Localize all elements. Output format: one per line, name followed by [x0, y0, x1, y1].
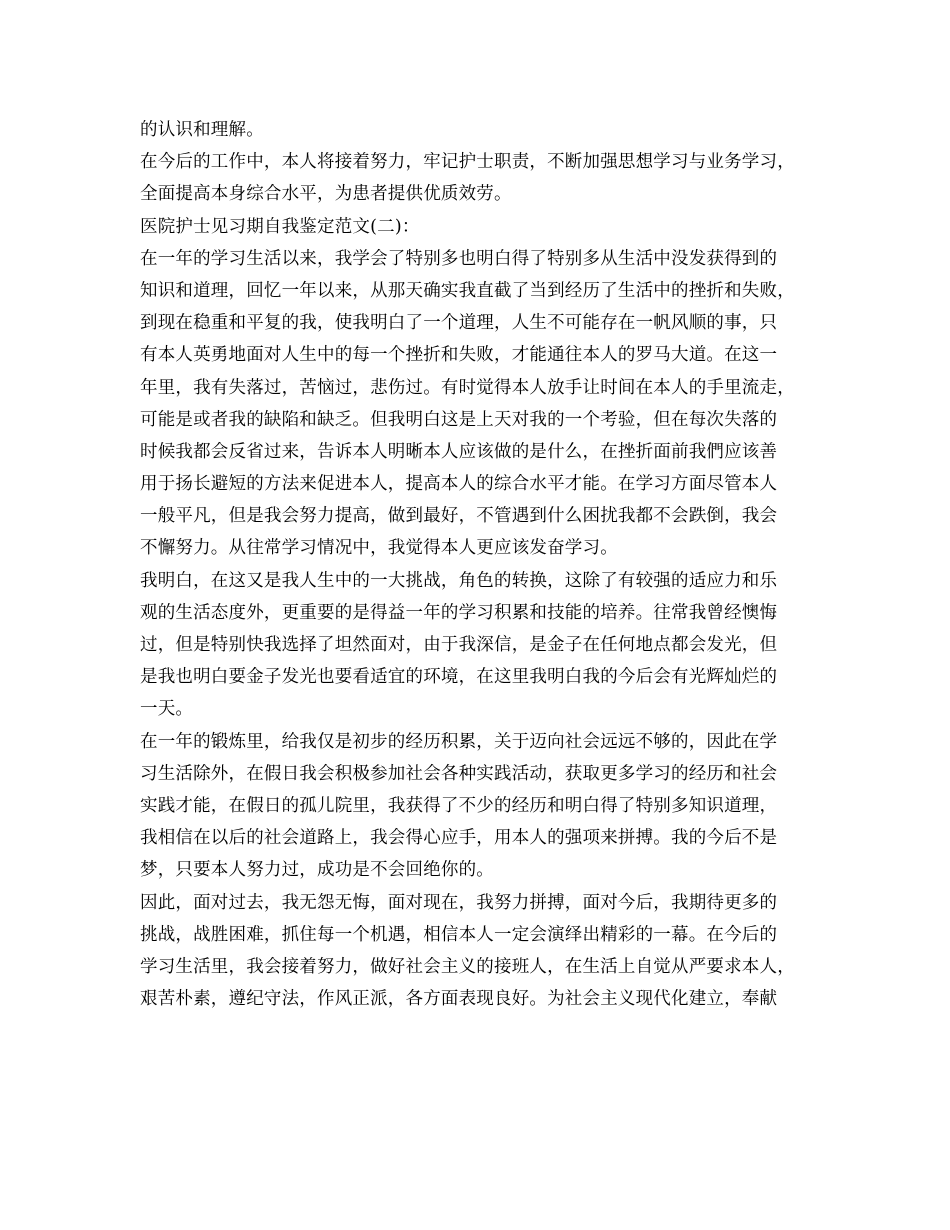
text-line: 因此，面对过去，我无怨无悔，面对现在，我努力拼搏，面对今后，我期待更多的	[140, 892, 778, 913]
text-line: 全面提高本身综合水平，为患者提供优质效劳。	[140, 184, 512, 205]
document-body	[140, 114, 820, 1015]
text-line: 一般平凡，但是我会努力提高，做到最好，不管遇到什么困扰我都不会跌倒，我会	[140, 506, 778, 527]
text-line: 实践才能，在假日的孤儿院里，我获得了不少的经历和明白得了特别多知识道理，	[140, 795, 778, 816]
text-line: 在一年的锻炼里，给我仅是初步的经历积累，关于迈向社会远远不够的，因此在学	[140, 731, 778, 752]
text-line: 在今后的工作中，本人将接着努力，牢记护士职责，不断加强思想学习与业务学习，	[140, 152, 795, 173]
text-line: 用于扬长避短的方法来促进本人，提高本人的综合水平才能。在学习方面尽管本人	[140, 474, 778, 495]
text-line: 时候我都会反省过来，告诉本人明晰本人应该做的是什么，在挫折面前我們应该善	[140, 441, 778, 462]
text-line: 有本人英勇地面对人生中的每一个挫折和失败，才能通往本人的罗马大道。在这一	[140, 345, 778, 366]
text-line: 过，但是特别快我选择了坦然面对，由于我深信，是金子在任何地点都会发光，但	[140, 635, 778, 655]
text-line: 我相信在以后的社会道路上，我会得心应手，用本人的强项来拼搏。我的今后不是	[140, 828, 778, 849]
text-line: 习生活除外，在假日我会积极参加社会各种实践活动，获取更多学习的经历和社会	[140, 763, 778, 784]
text-line: 到现在稳重和平复的我，使我明白了一个道理，人生不可能存在一帆风顺的事，只	[140, 313, 778, 334]
text-line: 梦，只要本人努力过，成功是不会回绝你的。	[140, 860, 494, 881]
text-line: 不懈努力。从往常学习情况中，我觉得本人更应该发奋学习。	[140, 538, 618, 559]
text-line: 年里，我有失落过，苦恼过，悲伤过。有时觉得本人放手让时间在本人的手里流走，	[140, 377, 795, 398]
text-line: 学习生活里，我会接着努力，做好社会主义的接班人，在生活上自觉从严要求本人，	[140, 956, 795, 977]
text-line: 的认识和理解。	[140, 120, 264, 140]
text-line: 艰苦朴素，遵纪守法，作风正派，各方面表现良好。为社会主义现代化建立，奉献	[140, 989, 778, 1010]
text-line: 我明白，在这又是我人生中的一大挑战，角色的转换，这除了有较强的适应力和乐	[140, 570, 778, 591]
section-heading: 医院护士见习期自我鉴定范文(二)：	[140, 216, 420, 237]
text-line: 是我也明白要金子发光也要看适宜的环境，在这里我明白我的今后会有光辉灿烂的	[140, 667, 778, 688]
text-line: 在一年的学习生活以来，我学会了特别多也明白得了特别多从生活中没发获得到的	[140, 248, 778, 269]
text-line: 一天。	[140, 699, 194, 720]
text-line: 观的生活态度外，更重要的是得益一年的学习积累和技能的培养。往常我曾经懊悔	[140, 602, 778, 623]
text-line: 知识和道理，回忆一年以来，从那天确实我直截了当到经历了生活中的挫折和失败，	[140, 280, 795, 301]
text-line: 可能是或者我的缺陷和缺乏。但我明白这是上天对我的一个考验，但在每次失落的	[140, 409, 778, 430]
text-line: 挑战，战胜困难，抓住每一个机遇，相信本人一定会演绎出精彩的一幕。在今后的	[140, 924, 778, 945]
